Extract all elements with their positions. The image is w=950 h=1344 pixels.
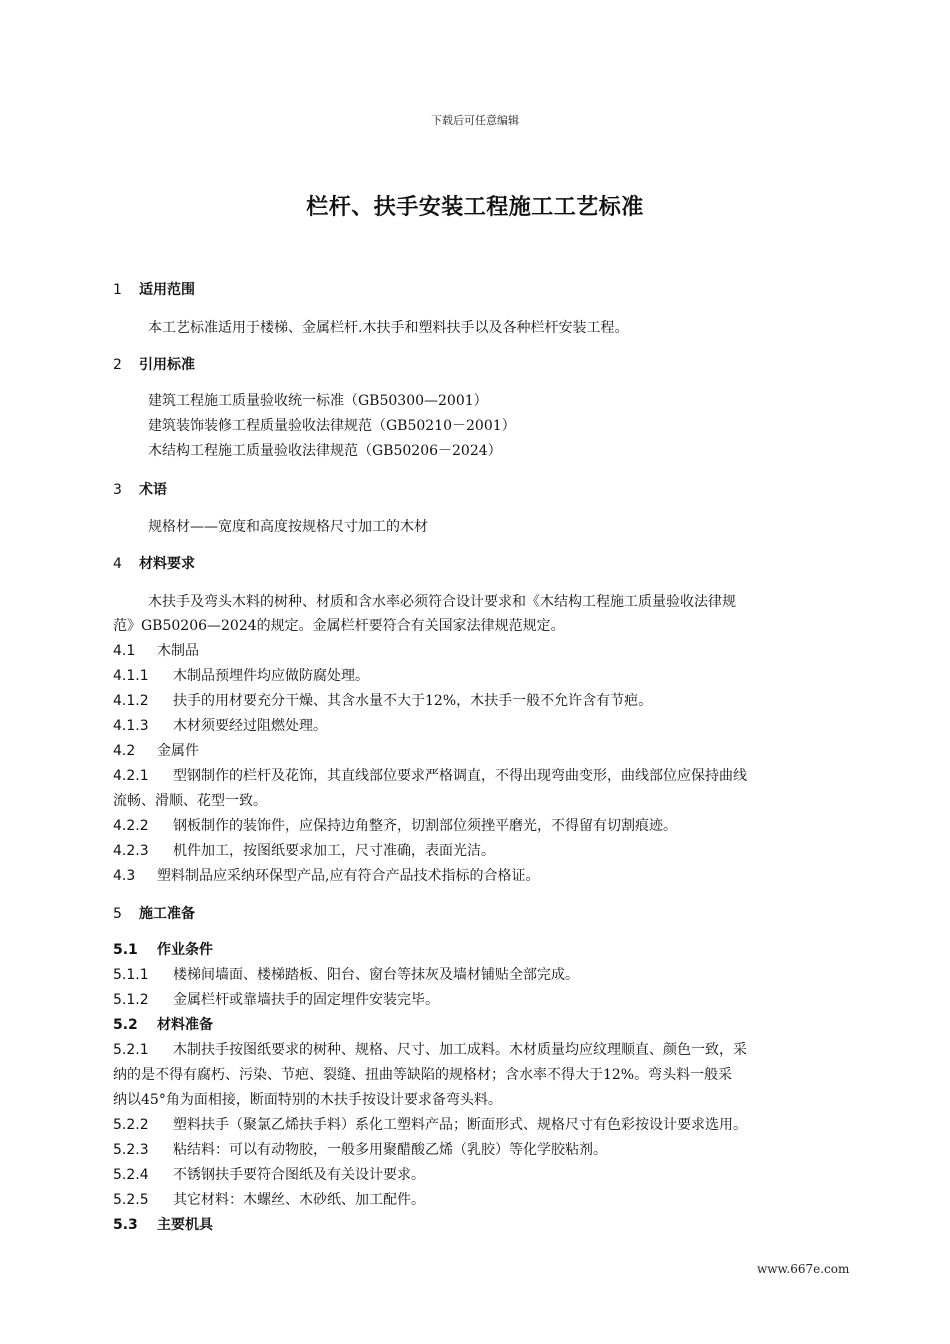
reference-item: 木结构工程施工质量验收法律规范（GB50206－2024） [148, 443, 502, 459]
reference-item: 建筑装饰装修工程质量验收法律规范（GB50210－2001） [148, 418, 516, 434]
section-label: 术语 [139, 482, 167, 498]
section-1-text: 本工艺标准适用于楼梯、金属栏杆.木扶手和塑料扶手以及各种栏杆安装工程。 [148, 320, 629, 336]
clause-4-2: 4.2 金属件 [113, 743, 199, 759]
section-4-heading [113, 553, 195, 573]
clause-5-1: 5.1 作业条件 [113, 942, 213, 958]
clause-4-2-1: 4.2.1 型钢制作的栏杆及花饰，其直线部位要求严格调直，不得出现弯曲变形，曲线部位应保持曲线 [113, 768, 747, 784]
section-5-heading [113, 903, 195, 923]
clause-5-3: 5.3 主要机具 [113, 1217, 213, 1233]
clause-4-2-2: 4.2.2 钢板制作的装饰件，应保持边角整齐，切割部位须挫平磨光，不得留有切割痕迹。 [113, 818, 677, 834]
clause-5-2-5: 5.2.5 其它材料：木螺丝、木砂纸、加工配件。 [113, 1192, 425, 1208]
clause-5-1-2: 5.1.2 金属栏杆或靠墙扶手的固定埋件安装完毕。 [113, 992, 439, 1008]
header-note: 下载后可任意编辑 [431, 114, 519, 127]
clause-5-2: 5.2 材料准备 [113, 1017, 213, 1033]
section-label: 适用范围 [139, 282, 195, 298]
clause-5-2-4: 5.2.4 不锈钢扶手要符合图纸及有关设计要求。 [113, 1167, 425, 1183]
clause-5-1-1: 5.1.1 楼梯间墙面、楼梯踏板、阳台、窗台等抹灰及墙材铺贴全部完成。 [113, 967, 579, 983]
clause-4-2-1-cont: 流畅、滑顺、花型一致。 [113, 793, 267, 809]
document-title: 栏杆、扶手安装工程施工工艺标准 [306, 195, 644, 220]
section-number: 2 [113, 357, 122, 373]
clause-5-2-3: 5.2.3 粘结料：可以有动物胶，一般多用聚醋酸乙烯（乳胶）等化学胶粘剂。 [113, 1142, 607, 1158]
clause-5-2-1: 5.2.1 木制扶手按图纸要求的树种、规格、尺寸、加工成料。木材质量均应纹理顺直、颜色一致，采 [113, 1042, 747, 1058]
clause-4-3: 4.3 塑料制品应采纳环保型产品,应有符合产品技术指标的合格证。 [113, 868, 540, 884]
clause-4-2-3: 4.2.3 机件加工，按图纸要求加工，尺寸准确，表面光洁。 [113, 843, 495, 859]
section-number: 1 [113, 282, 122, 298]
clause-4-1-3: 4.1.3 木材须要经过阻燃处理。 [113, 718, 327, 734]
section-label: 施工准备 [139, 906, 195, 922]
clause-4-1-1: 4.1.1 木制品预埋件均应做防腐处理。 [113, 668, 369, 684]
clause-4-1: 4.1 木制品 [113, 643, 199, 659]
section-label: 材料要求 [139, 556, 195, 572]
section-1-heading [113, 279, 195, 299]
footer-url: www.667e.com [757, 1262, 850, 1276]
section-number: 3 [113, 482, 122, 498]
clause-5-2-1-cont: 纳的是不得有腐朽、污染、节疤、裂缝、扭曲等缺陷的规格材；含水率不得大于12%。弯头料一般采 [113, 1067, 733, 1083]
section-2-heading [113, 354, 195, 374]
clause-5-2-2: 5.2.2 塑料扶手（聚氯乙烯扶手料）系化工塑料产品；断面形式、规格尺寸有色彩按设计要求选用。 [113, 1117, 747, 1133]
section-number: 4 [113, 556, 122, 572]
section-number: 5 [113, 906, 122, 922]
section-label: 引用标准 [139, 357, 195, 373]
section-3-text: 规格材——宽度和高度按规格尺寸加工的木材 [148, 519, 428, 535]
reference-item: 建筑工程施工质量验收统一标准（GB50300—2001） [148, 393, 488, 409]
section-3-heading [113, 479, 167, 499]
clause-4-1-2: 4.1.2 扶手的用材要充分干燥、其含水量不大于12%，木扶手一般不允许含有节疤。 [113, 693, 653, 709]
clause-5-2-1-cont: 纳以45°角为面相接，断面特别的木扶手按设计要求备弯头料。 [113, 1092, 502, 1108]
section-4-intro-line: 木扶手及弯头木料的树种、材质和含水率必须符合设计要求和《木结构工程施工质量验收法律规 [148, 594, 736, 610]
section-4-intro-line: 范》GB50206—2024的规定。金属栏杆要符合有关国家法律规范规定。 [113, 618, 565, 634]
